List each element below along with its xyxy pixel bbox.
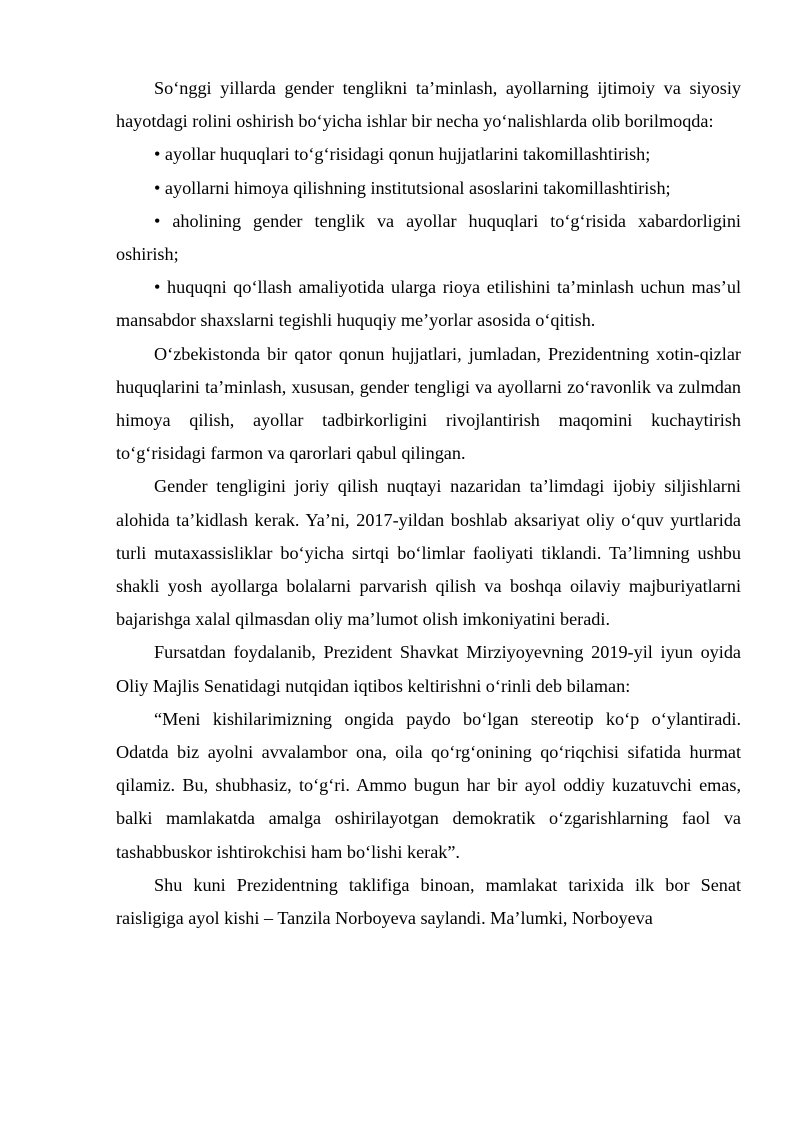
bullet-item-4: • huquqni qo‘llash amaliyotida ularga rioya etilishini ta’minlash uchun mas’ul mansabdor shaxslarni tegishli huquqiy me’yorlar asosida o‘qitish. bbox=[116, 277, 741, 331]
paragraph-quote-intro: Fursatdan foydalanib, Prezident Shavkat Mirziyoyevning 2019-yil iyun oyida Oliy Majlis Senatidagi nutqidan iqtibos keltirishni o‘rinli deb bilaman: bbox=[116, 642, 741, 696]
bullet-item-3: • aholining gender tenglik va ayollar huquqlari to‘g‘risida xabardorligini oshirish; bbox=[116, 210, 741, 265]
paragraph-intro: So‘nggi yillarda gender tenglikni ta’minlash, ayollarning ijtimoiy va siyosiy hayotdagi rolini oshirish bo‘yicha ishlar bir necha yo‘nalishlarda olib borilmoqda: bbox=[116, 78, 741, 132]
paragraph-senate: Shu kuni Prezidentning taklifiga binoan, mamlakat tarixida ilk bor Senat raisligiga ayol kishi – Tanzila Norboyeva saylandi. Ma’lumki, Norboyeva bbox=[116, 874, 741, 929]
bullet-item-2: • ayollarni himoya qilishning institutsional asoslarini takomillashtirish; bbox=[154, 177, 671, 198]
paragraph-education: Gender tengligini joriy qilish nuqtayi nazaridan ta’limdagi ijobiy siljishlarni alohida ta’kidlash kerak. Ya’ni, 2017-yildan boshlab aksariyat oliy o‘quv yurtlarida turli mutaxassisliklar bo‘yicha sirtqi bo‘limlar faoliyati tiklandi. Ta’limning ushbu shakli yosh ayollarga bolalarni parvarish qilish va boshqa oilaviy majburiyatlarni bajarishga xalal qilmasdan oliy ma’lumot olish imkoniyatini beradi. bbox=[116, 476, 741, 630]
paragraph-quote: “Meni kishilarimizning ongida paydo bo‘lgan stereotip ko‘p o‘ylantiradi. Odatda biz ayolni avvalambor ona, oila qo‘rg‘onining qo‘riqchisi sifatida hurmat qilamiz. Bu, shubhasiz, to‘g‘ri. Ammo bugun har bir ayol oddiy kuzatuvchi emas, balki mamlakatda amalga oshirilayotgan demokratik o‘zgarishlarning faol va tashabbuskor ishtirokchisi ham bo‘lishi kerak”. bbox=[116, 708, 741, 862]
document-page bbox=[116, 72, 741, 935]
bullet-item-1: • ayollar huquqlari to‘g‘risidagi qonun hujjatlarini takomillashtirish; bbox=[154, 144, 651, 165]
paragraph-legislation: O‘zbekistonda bir qator qonun hujjatlari, jumladan, Prezidentning xotin-qizlar huquqlarini ta’minlash, xususan, gender tengligi va ayollarni zo‘ravonlik va zulmdan himoya qilish, ayollar tadbirkorligini rivojlantirish maqomini kuchaytirish to‘g‘risidagi farmon va qarorlari qabul qilingan. bbox=[116, 343, 741, 464]
